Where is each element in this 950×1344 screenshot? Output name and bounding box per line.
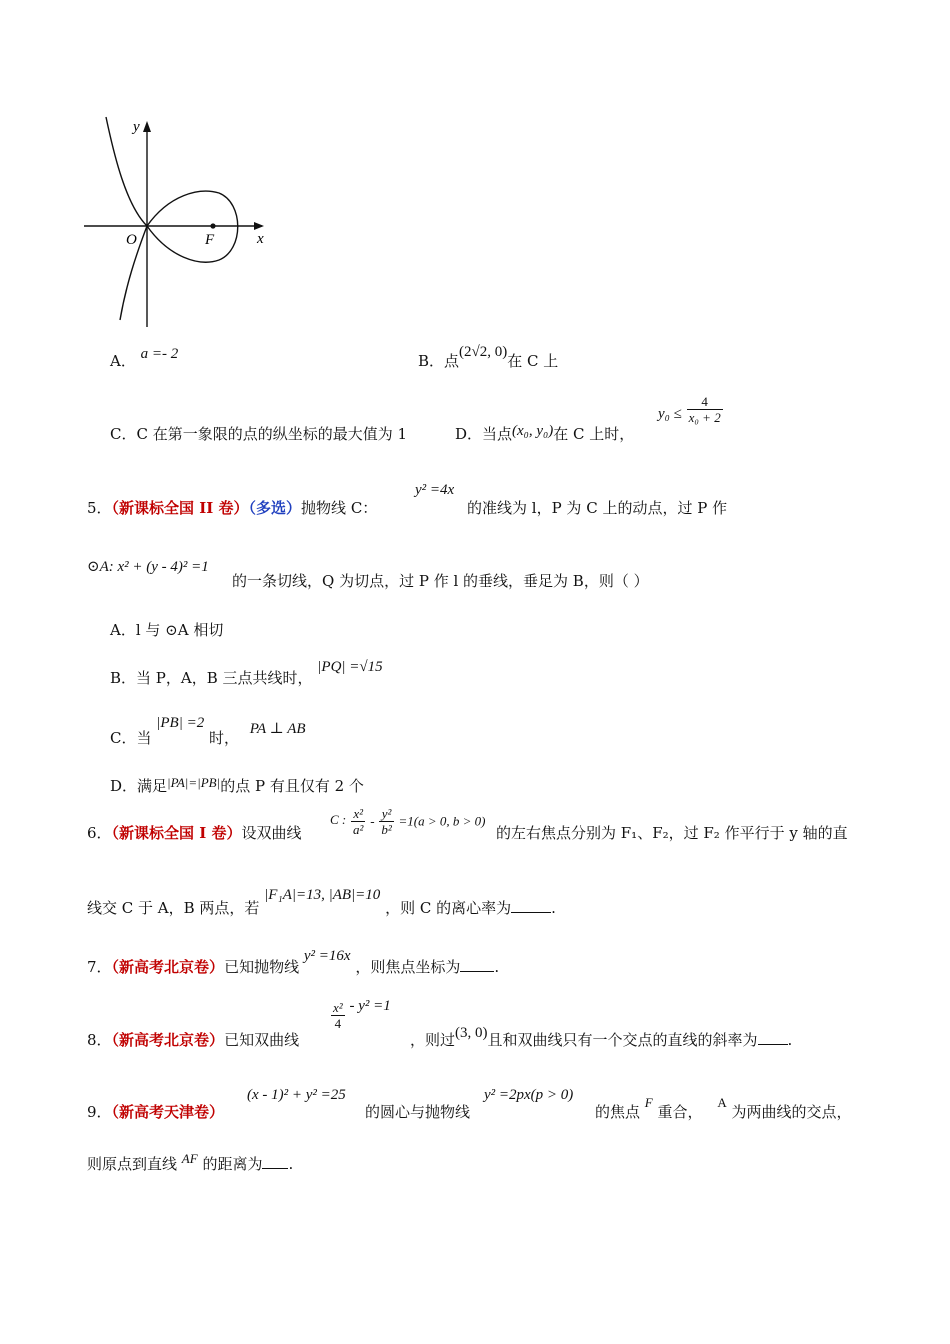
q5-option-c-math1: |PB| =2 [156,715,205,731]
q6-hyperbola-eq: C : $\frac{\text{x²}}{\text{a²}}$ - $\frac{\text{y²}}{\text{b²}}$ =1(a > 0, b > 0) [330,806,486,837]
q5-option-b-math: |PQ| =√15 [317,659,383,675]
q6-line2: 线交 C 于 A，B 两点，若 |F₁A|=13, |AB|=10 ，则 C 的离心率为 . [87,887,556,917]
q4-option-b-point: (2√2, 0) [459,344,508,360]
q6-line1: 6．（新课标全国 I 卷）设双曲线 [87,824,302,842]
q5-parabola-eq: y² =4x [415,482,455,498]
q9-mid1: 的圆心与抛物线 [365,1103,471,1121]
q7-source-tag: （新高考北京卷） [111,958,225,976]
q4-option-d-point: (x₀, y₀) [512,423,554,439]
q8-source-tag: （新高考北京卷） [111,1031,225,1049]
y-axis-arrow [143,121,151,132]
q9-line2: 则原点到直线 AF 的距离为 . [87,1151,294,1173]
q8-line-tail: ，则过(3, 0)且和双曲线只有一个交点的直线的斜率为 . [410,1025,793,1049]
q9-parabola-eq: y² =2px(p > 0) [484,1087,574,1103]
axis-x-label: x [257,231,264,247]
q4-option-c: C．C 在第一象限的点的纵坐标的最大值为 1 [110,425,408,443]
q9-source-tag: （新高考天津卷） [111,1103,225,1121]
q4-option-d-inequality: y₀ ≤ $\frac{4}{\text{x₀ + 2}}$ [658,394,721,425]
q4-option-b: B．点(2√2, 0)在 C 上 [418,344,559,370]
axis-y-label: y [133,119,140,135]
q9-circle-eq: (x - 1)² + y² =25 [247,1087,346,1103]
q5-option-c: C．当 |PB| =2 时， PA ⊥ AB [110,715,306,747]
q4-option-a: A． a =- 2 [110,346,179,370]
q5-option-d-math: |PA|=|PB| [167,775,221,790]
q5-circle-eq: ⊙A: x² + (y - 4)² =1 [87,559,209,575]
q4-option-d: D．当点(x₀, y₀)在 C 上时， [455,423,635,443]
q5-source-tag: （新课标全国 II 卷） [111,499,249,517]
q8-line: 8．（新高考北京卷）已知双曲线 [87,1031,300,1049]
curve-upper-branch [106,117,147,226]
focus-point [210,223,215,228]
curve-figure [84,115,274,330]
q4-option-d-fraction: $\frac{4}{\text{x₀ + 2}}$ [688,394,721,425]
q5-option-c-math2: PA ⊥ AB [249,721,306,737]
q6-answer-blank[interactable] [511,899,551,913]
q5-line1-tail: 的准线为 l，P 为 C 上的动点，过 P 作 [467,499,728,517]
q7-answer-blank[interactable] [460,958,494,972]
q5-type-tag: （多选） [248,499,302,517]
q6-source-tag: （新课标全国 I 卷） [111,824,242,842]
q5-line1: 5．（新课标全国 II 卷）（多选）抛物线 C： [87,499,378,517]
focus-label: F [205,232,215,248]
q4-option-a-math: a =- 2 [140,346,179,362]
q5-option-a: A．l 与 ⊙A 相切 [110,621,224,639]
q7-line: 7．（新高考北京卷）已知抛物线 y² =16x ，则焦点坐标为 . [87,948,500,976]
q8-hyperbola-eq: $\frac{\text{x²}}{4}$ - y² =1 [333,997,391,1031]
q8-point: (3, 0) [455,1025,488,1041]
origin-label: O [126,232,137,248]
q5-option-b: B．当 P，A，B 三点共线时， |PQ| =√15 [110,659,383,687]
q9-line1-tail: 的焦点 F 重合， A 为两曲线的交点， [595,1095,852,1121]
q9-line1: 9．（新高考天津卷） [87,1103,225,1121]
q6-condition: |F₁A|=13, |AB|=10 [264,887,381,903]
q7-parabola-eq: y² =16x [303,948,351,964]
q5-line2-tail: 的一条切线，Q 为切点，过 P 作 l 的垂线，垂足为 B，则（ ） [232,572,649,590]
q8-answer-blank[interactable] [758,1031,788,1045]
q9-answer-blank[interactable] [262,1155,288,1169]
q6-line1-tail: 的左右焦点分别为 F₁、F₂，过 F₂ 作平行于 y 轴的直 [496,824,848,842]
q5-option-d: D．满足|PA|=|PB|的点 P 有且仅有 2 个 [110,775,364,795]
x-axis-arrow [254,222,264,230]
